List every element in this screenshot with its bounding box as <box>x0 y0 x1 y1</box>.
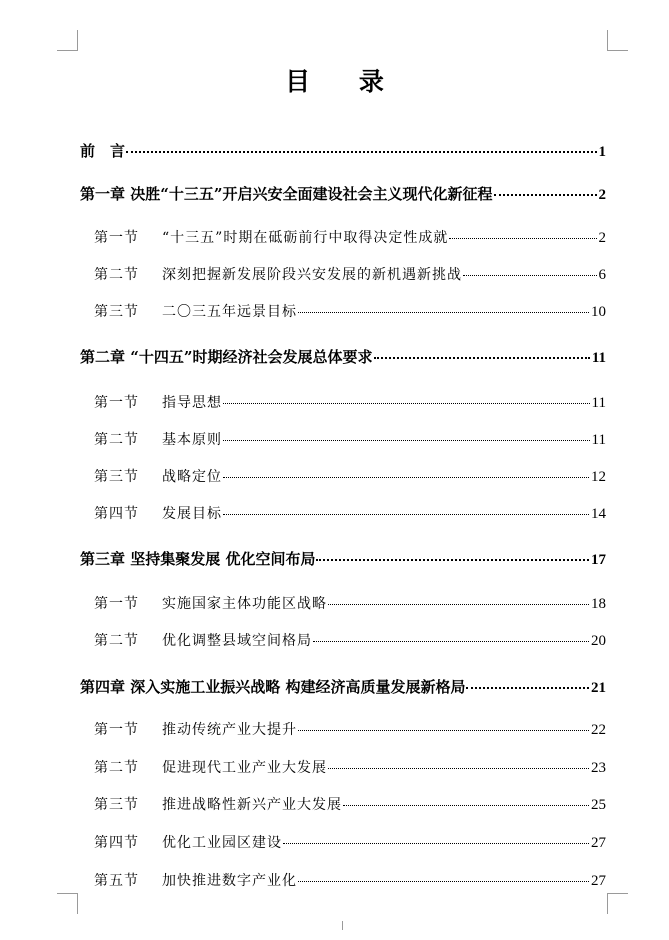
toc-entry-label <box>80 346 373 367</box>
toc-dot-leader <box>328 603 589 605</box>
toc-dot-leader <box>316 558 589 561</box>
toc-entry-number: 第五节 <box>94 873 139 889</box>
toc-page-number: 27 <box>591 873 606 889</box>
toc-entry-label <box>94 757 327 777</box>
toc-entry-label <box>94 503 222 523</box>
crop-mark-top-left <box>57 30 78 51</box>
toc-entry-title: 推动传统产业大提升 <box>162 722 297 738</box>
toc-dot-leader <box>223 439 590 441</box>
toc-entry-label <box>94 630 312 650</box>
toc-entry-number: 第四节 <box>94 506 139 522</box>
toc-page-number: 2 <box>598 187 606 203</box>
toc-entry-label <box>94 429 222 449</box>
crop-mark-bottom-center <box>342 921 343 930</box>
toc-section-entry[interactable] <box>80 757 606 777</box>
toc-dot-leader <box>223 476 589 478</box>
toc-dot-leader <box>449 237 596 239</box>
toc-section-entry[interactable] <box>80 630 606 650</box>
toc-entry-title: 实施国家主体功能区战略 <box>162 596 327 612</box>
toc-entry-title: 优化工业园区建设 <box>162 835 282 851</box>
toc-dot-leader <box>298 880 589 882</box>
toc-entry-number: 第二节 <box>94 760 139 776</box>
toc-entry-number: 第三节 <box>94 469 139 485</box>
toc-entry-number: 第二节 <box>94 432 139 448</box>
toc-entry-label <box>94 593 327 613</box>
toc-page-number: 1 <box>598 144 606 160</box>
toc-page-number: 23 <box>591 760 606 776</box>
toc-dot-leader <box>466 686 589 689</box>
toc-dot-leader <box>374 356 590 359</box>
toc-entry-title: 推进战略性新兴产业大发展 <box>162 797 342 813</box>
toc-section-entry[interactable] <box>80 719 606 739</box>
toc-entry-label <box>94 301 297 321</box>
toc-entry-title: 坚持集聚发展 优化空间布局 <box>130 550 316 568</box>
toc-entry-title: “十四五”时期经济社会发展总体要求 <box>130 348 373 366</box>
toc-entry-label <box>80 183 493 204</box>
toc-entry-number: 第二节 <box>94 267 139 283</box>
toc-section-entry[interactable] <box>80 466 606 486</box>
toc-entry-title: 二〇三五年远景目标 <box>162 304 297 320</box>
toc-section-entry[interactable] <box>80 301 606 321</box>
crop-mark-bottom-left <box>57 893 78 914</box>
toc-entry-number: 第四章 <box>80 678 126 696</box>
toc-page-number: 14 <box>591 506 606 522</box>
toc-entry-title: 优化调整县域空间格局 <box>162 633 312 649</box>
toc-entry-title: 指导思想 <box>162 395 222 411</box>
toc-section-entry[interactable] <box>80 593 606 613</box>
toc-page-number: 27 <box>591 835 606 851</box>
toc-section-entry[interactable] <box>80 503 606 523</box>
toc-entry-label <box>94 832 282 852</box>
crop-mark-bottom-right <box>607 893 628 914</box>
toc-chapter-entry[interactable] <box>80 140 606 161</box>
toc-entry-label <box>94 794 342 814</box>
toc-page-number: 11 <box>591 395 606 411</box>
toc-section-entry[interactable] <box>80 794 606 814</box>
toc-entry-title: “十三五”时期在砥砺前行中取得决定性成就 <box>162 230 449 246</box>
toc-entry-label <box>94 392 222 412</box>
toc-entry-number: 第一章 <box>80 185 126 203</box>
toc-dot-leader <box>126 150 596 153</box>
toc-section-entry[interactable] <box>80 264 606 284</box>
toc-dot-leader <box>283 842 589 844</box>
toc-entry-label <box>80 548 315 569</box>
toc-entry-title: 基本原则 <box>162 432 222 448</box>
toc-section-entry[interactable] <box>80 870 606 890</box>
toc-entry-number: 第一节 <box>94 722 139 738</box>
toc-dot-leader <box>494 193 597 196</box>
toc-chapter-entry[interactable] <box>80 183 606 204</box>
toc-entry-number: 第三节 <box>94 797 139 813</box>
toc-page-number: 11 <box>591 350 606 366</box>
toc-section-entry[interactable] <box>80 429 606 449</box>
toc-entry-title: 前 言 <box>80 142 126 160</box>
toc-entry-number: 第一节 <box>94 596 139 612</box>
toc-entry-title: 促进现代工业产业大发展 <box>162 760 327 776</box>
toc-entry-number: 第三节 <box>94 304 139 320</box>
toc-section-entry[interactable] <box>80 832 606 852</box>
toc-entry-number: 第四节 <box>94 835 139 851</box>
toc-page-number: 17 <box>591 552 606 568</box>
toc-entry-title: 加快推进数字产业化 <box>162 873 297 889</box>
toc-entry-label <box>94 466 222 486</box>
toc-page-number: 10 <box>591 304 606 320</box>
toc-entry-title: 发展目标 <box>162 506 222 522</box>
toc-dot-leader <box>328 767 589 769</box>
toc-entry-title: 决胜“十三五”开启兴安全面建设社会主义现代化新征程 <box>130 185 493 203</box>
toc-entry-title: 深入实施工业振兴战略 构建经济高质量发展新格局 <box>130 678 466 696</box>
toc-entry-label <box>80 676 465 697</box>
toc-entry-number: 第一节 <box>94 395 139 411</box>
toc-dot-leader <box>343 804 589 806</box>
toc-entry-title: 战略定位 <box>162 469 222 485</box>
toc-entry-label <box>94 264 462 284</box>
toc-dot-leader <box>223 402 590 404</box>
toc-page-number: 12 <box>591 469 606 485</box>
toc-page-number: 25 <box>591 797 606 813</box>
toc-entry-number: 第二章 <box>80 348 126 366</box>
crop-mark-top-right <box>607 30 628 51</box>
toc-entry-number: 第一节 <box>94 230 139 246</box>
toc-chapter-entry[interactable] <box>80 346 606 367</box>
toc-page-number: 22 <box>591 722 606 738</box>
toc-entry-label <box>94 719 297 739</box>
toc-entry-label <box>94 227 448 247</box>
toc-chapter-entry[interactable] <box>80 548 606 569</box>
toc-entry-number: 第三章 <box>80 550 126 568</box>
toc-page-number: 20 <box>591 633 606 649</box>
toc-page-number: 2 <box>598 230 606 246</box>
page-title: 目 录 <box>285 67 404 96</box>
toc-page-number: 18 <box>591 596 606 612</box>
toc-section-entry[interactable] <box>80 227 606 247</box>
toc-section-entry[interactable] <box>80 392 606 412</box>
toc-dot-leader <box>223 513 589 515</box>
toc-entry-label <box>80 140 125 161</box>
toc-page-number: 11 <box>591 432 606 448</box>
toc-entry-title: 深刻把握新发展阶段兴安发展的新机遇新挑战 <box>162 267 462 283</box>
toc-page-number: 6 <box>598 267 606 283</box>
toc-dot-leader <box>313 640 589 642</box>
toc-page-number: 21 <box>591 680 606 696</box>
toc-entry-label <box>94 870 297 890</box>
toc-dot-leader <box>298 311 589 313</box>
toc-chapter-entry[interactable] <box>80 676 606 697</box>
toc-dot-leader <box>463 274 597 276</box>
toc-dot-leader <box>298 729 589 731</box>
toc-entry-number: 第二节 <box>94 633 139 649</box>
